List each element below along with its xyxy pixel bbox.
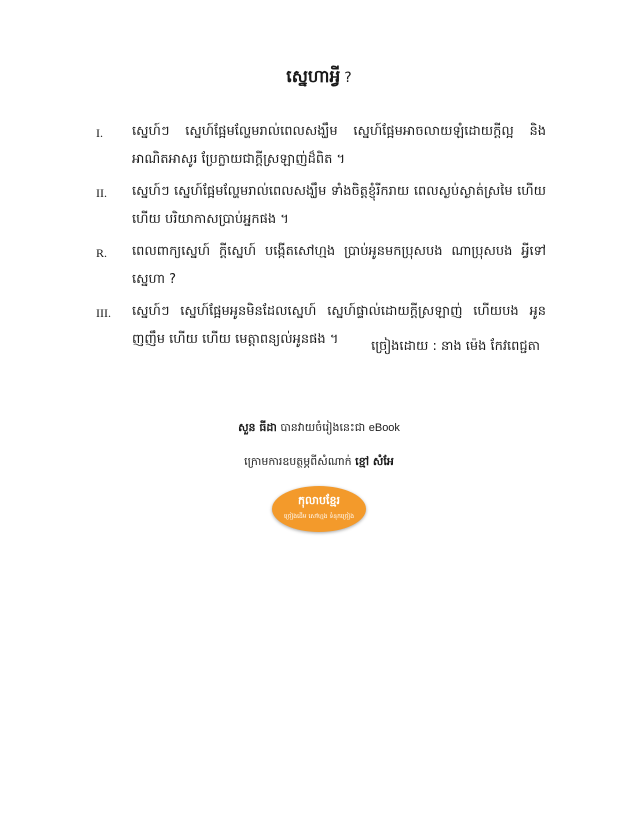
sponsor-credit <box>0 455 638 471</box>
verse-marker: I. <box>96 126 103 140</box>
verse-text: ស្នេហ៍ៗ ស្នេហ៍ផ្អែមអូនមិនដែលស្នេហ៍ ស្នេហ៍ផ្ទាល់ដោយក្តីស្រឡាញ់ ហើយបង អូនញញឹម ហើយ ហើយ មេត្តាពន្យល់អូនផង ។ <box>132 304 546 347</box>
title-text: ស្នេហាអ្វី <box>286 67 341 87</box>
verse-text: ពេលពាក្យស្នេហ៍ ក្តីស្នេហ៍ បង្កើតសៅហ្មង ប្រាប់អូនមកប្រុសបង ណាប្រុសបង អ្វីទៅស្នេហា ? <box>132 244 546 287</box>
logo-main-text: កុលាបខ្មែរ <box>298 494 340 507</box>
typist-text: បានវាយចំរៀងនេះជា <box>280 421 366 434</box>
typist-credit <box>0 421 638 437</box>
verse-refrain <box>96 238 546 294</box>
ebook-label: eBook <box>368 422 400 434</box>
sponsor-text: ក្រោមការឧបត្ថម្ភពីសំណាក់ <box>244 455 352 468</box>
verse-2 <box>96 178 546 234</box>
verse-1 <box>96 118 546 174</box>
sponsor-name: ខ្មៅ សំអែ <box>355 455 394 468</box>
author-credit: ច្រៀងដោយ : នាង ម៉េង កែវពេជ្ជតា <box>371 339 540 354</box>
title-question-mark: ? <box>344 70 352 86</box>
verse-text: ស្នេហ៍ៗ ស្នេហ៍ផ្អែមល្ហែមរាល់ពេលសង្ឃឹម ទាំងចិត្តខ្ញុំរីករាយ ពេលស្ងប់ស្ងាត់ស្រមៃ ហើយ ហើយ បរិយាកាសប្រាប់អ្នកផង ។ <box>132 184 546 227</box>
khmer-rose-logo <box>272 486 366 532</box>
verse-marker: R. <box>96 246 108 260</box>
typist-name: សួន ធីដា <box>238 421 277 434</box>
verse-list <box>96 118 546 358</box>
verse-marker: III. <box>96 306 111 320</box>
verse-text: ស្នេហ៍ៗ ស្នេហ៍ផ្អែមល្ហែមរាល់ពេលសង្ឃឹម ស្នេហ៍ផ្អែមអាចលាយឡំដោយក្តីល្អ និងអាណិតអាសូរ ប្រែក្លាយជាក្តីស្រឡាញ់ដ៏ពិត ។ <box>132 124 546 167</box>
logo-sub-text: ច្រៀងដើម សៅហ្មង ទំនុកច្រៀង <box>284 513 354 520</box>
page-title <box>0 66 638 91</box>
verse-marker: II. <box>96 186 107 200</box>
